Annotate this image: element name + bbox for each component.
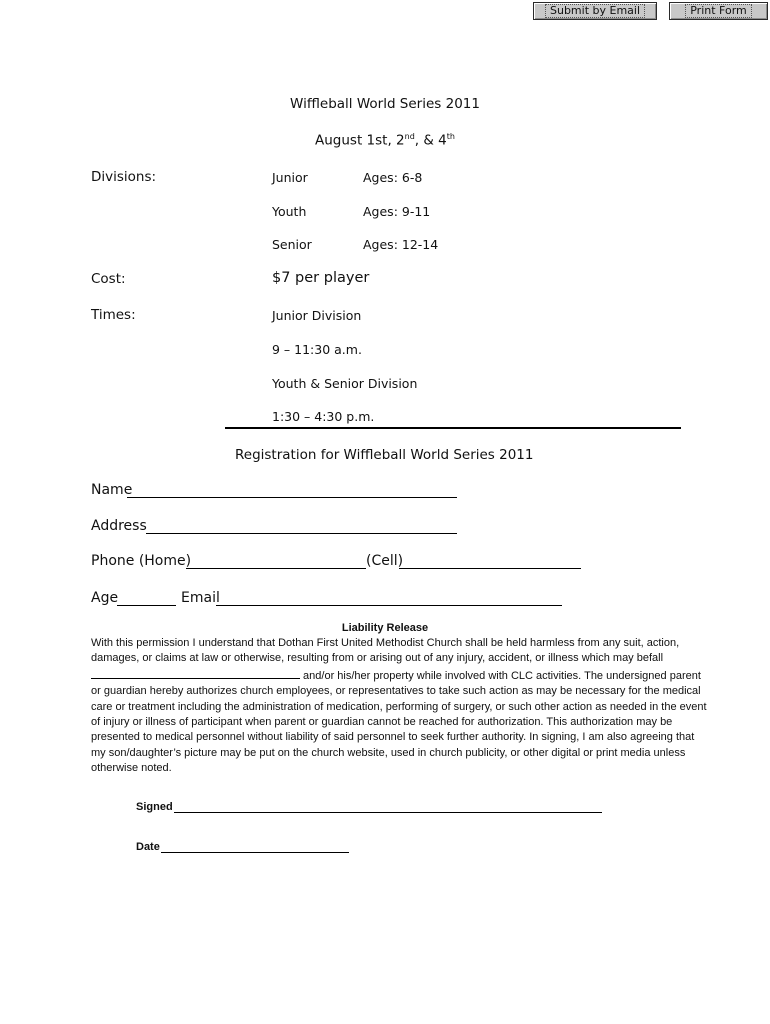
- name-field[interactable]: [127, 497, 457, 498]
- print-form-label: Print Form: [685, 4, 752, 18]
- division-youth-ages: Ages: 9-11: [363, 204, 431, 219]
- liability-release-title: Liability Release: [341, 622, 429, 634]
- cell-label: (Cell): [366, 553, 404, 569]
- youth-senior-division-label: Youth & Senior Division: [272, 376, 418, 391]
- date-field[interactable]: [161, 852, 349, 853]
- submit-by-email-label: Submit by Email: [545, 4, 645, 18]
- email-field[interactable]: [216, 605, 562, 606]
- youth-senior-division-time: 1:30 – 4:30 p.m.: [272, 409, 375, 424]
- date-label: Date: [136, 841, 160, 853]
- junior-division-time: 9 – 11:30 a.m.: [272, 342, 362, 357]
- print-form-button[interactable]: [669, 2, 768, 20]
- times-label: Times:: [91, 307, 136, 323]
- event-dates: August 1st, 2nd, & 4th: [315, 132, 455, 149]
- registration-title: Registration for Wiffleball World Series 2011: [235, 447, 534, 463]
- phone-home-label: Phone (Home): [91, 553, 192, 569]
- email-label: Email: [181, 590, 220, 606]
- submit-by-email-button[interactable]: [533, 2, 657, 20]
- liability-release-text: With this permission I understand that Dothan First United Methodist Church shall be held harmless from any suit, action, damages, or claims at law or otherwise, resulting from or arising out of any injury, accident, or illness which may befall and/or his/her property while involved with CLC activities. The undersigned parent or guardian hereby authorizes church employees, or representatives to take such action as may be necessary for the medical care or treatment including the administration of medication, performing of surgery, or such other action as needed in the event of injury or illness of participant when parent or guardian cannot be reached for authorization. This authorization may be presented to medical personnel without liability of said personnel to seek further authority. In signing, I am also agreeing that my son/daughter’s picture may be put on the church website, used in church publicity, or other digital or print media unless otherwise noted.: [91, 637, 707, 775]
- cost-label: Cost:: [91, 271, 126, 287]
- address-label: Address: [91, 518, 147, 534]
- division-senior-ages: Ages: 12-14: [363, 237, 439, 252]
- age-label: Age: [91, 590, 119, 606]
- phone-home-field[interactable]: [186, 568, 366, 569]
- section-divider: [225, 427, 681, 429]
- signed-label: Signed: [136, 801, 173, 813]
- division-junior-ages: Ages: 6-8: [363, 170, 423, 185]
- division-youth: Youth: [272, 204, 307, 219]
- name-label: Name: [91, 482, 133, 498]
- cost-value: $7 per player: [272, 270, 370, 286]
- signature-field[interactable]: [174, 812, 602, 813]
- participant-name-field[interactable]: [91, 667, 300, 679]
- address-field[interactable]: [146, 533, 457, 534]
- divisions-label: Divisions:: [91, 169, 157, 185]
- age-field[interactable]: [117, 605, 176, 606]
- junior-division-label: Junior Division: [272, 308, 362, 323]
- page-title: Wiffleball World Series 2011: [290, 96, 480, 112]
- cell-phone-field[interactable]: [399, 568, 581, 569]
- division-senior: Senior: [272, 237, 312, 252]
- division-junior: Junior: [272, 170, 308, 185]
